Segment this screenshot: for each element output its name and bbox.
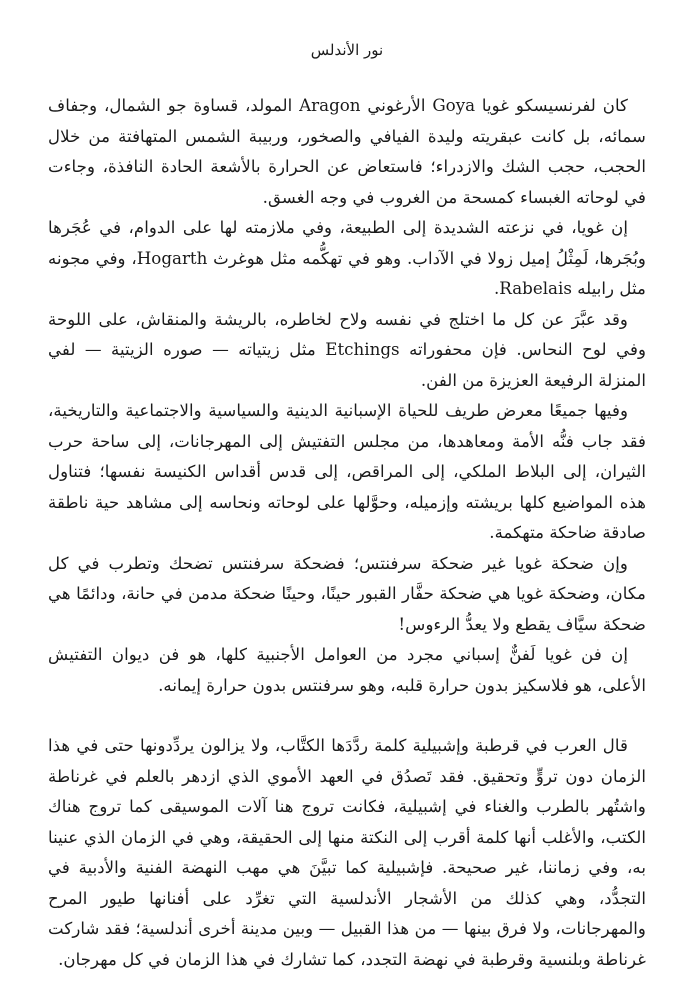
paragraph-goya-origins: كان لفرنسيسكو غويا Goya الأرغوني Aragon المولد، قساوة جو الشمال، وجفاف سمائه، بل كانت عبقريته وليدة الفيافي والصخور، وربيبة الشمس المتهافتة من خلال الحجب، حجب الشك والازدراء؛ فاستعاض عن الحرارة بالأشعة الحادة النافذة، وجاءت في لوحاته الغبساء كمسحة من الغروب في وجه الغسق. bbox=[48, 95, 646, 207]
paragraph-spanish-art: إن فن غويا لَفنٌّ إسباني مجرد من العوامل الأجنبية كلها، هو فن ديوان التفتيش الأعلى، هو فلاسكيز بدون حرارة قلبه، وهو سرفنتس بدون حرارة إيمانه. bbox=[48, 644, 646, 695]
running-header-title: نور الأندلس bbox=[310, 41, 384, 59]
paragraph-cordoba-seville: قال العرب في قرطبة وإشبيلية كلمة ردَّدَها الكتَّاب، ولا يزالون يردِّدونها حتى في هذا الزمان دون تروٍّ وتحقيق. فقد تَصدُق في العهد الأموي الذي ازدهر بالعلم في غرناطة واشتُهر بالطرب والغناء في إشبيلية، فكانت تروج هنا آلات الموسيقى كما تروج هناك الكتب، والأغلب أنها كلمة أقرب إلى النكتة منها إلى الحقيقة، وهي في الزمان الذي عنينا به، وفي زماننا، غير صحيحة. فإشبيلية كما تبيَّنَ هي مهب النهضة الفنية والأدبية في التجدُّد، وهي كذلك من الأشجار الأندلسية التي تغرِّد على أفنانها طيور المرح والمهرجانات، ولا فرق بينها — من هذا القبيل — وبين مدينة أخرى أندلسية؛ فقد شاركت غرناطة وبلنسية وقرطبة في نهضة التجدد، كما تشارك في هذا الزمان في كل مهرجان. bbox=[48, 735, 646, 969]
paragraph-goya-etchings: وقد عبَّرَ عن كل ما اختلج في نفسه ولاح لخاطره، بالريشة والمنقاش، على اللوحة وفي لوح النحاس. فإن محفوراته Etchings مثل زيتياته — صوره الزيتية — لفي المنزلة الرفيعة العزيزة من الفن. bbox=[48, 308, 647, 390]
paragraph-goya-nature: إن غويا، في نزعته الشديدة إلى الطبيعة، وفي ملازمته لها على الدوام، في عُجَرها وبُجَرها، لَمِثْلُ إميل زولا في الآداب. وهو في تهكُّمه مثل هوغرث Hogarth، وفي مجونه مثل رابيله Rabelais. bbox=[48, 217, 646, 298]
page-body bbox=[48, 90, 646, 974]
paragraph-spanish-life: وفيها جميعًا معرض طريف للحياة الإسبانية الدينية والسياسية والاجتماعية والتاريخية، فقد جاب فنُّه الأمة ومعاهدها، من مجلس التفتيش إلى المهرجانات، إلى ساحة حرب الثيران، إلى البلاط الملكي، إلى المراقص، إلى قدس أقداس الكنيسة نفسها؛ فتناول هذه المواضيع كلها بريشته وإزميله، وحوَّلها على لوحاته ونحاسه إلى مشاهد حية ناطقة صادقة ضاحكة متهكمة. bbox=[48, 400, 646, 542]
paragraph-goya-laughter: وإن ضحكة غويا غير ضحكة سرفنتس؛ فضحكة سرفنتس تضحك وتطرب في كل مكان، وضحكة غويا هي ضحكة حفَّار القبور حينًا، وحينًا ضحكة مدمن في حانة، ودائمًا هي ضحكة سيَّاف يقطع ولا يعدُّ الرءوس! bbox=[48, 552, 646, 634]
